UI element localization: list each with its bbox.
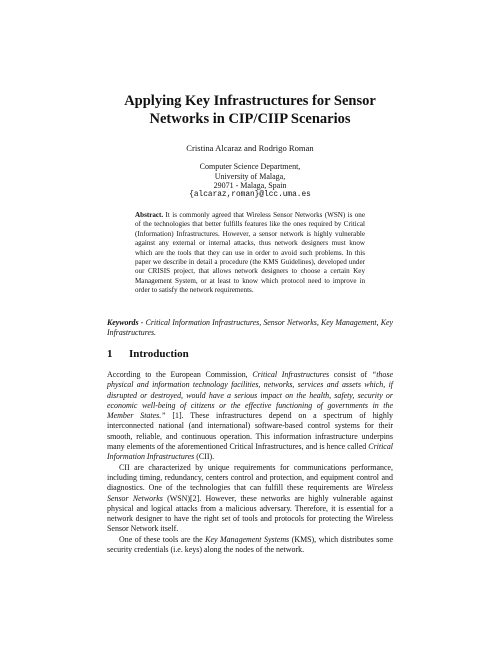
affiliation-university: University of Malaga, bbox=[214, 171, 286, 181]
p1-quote: “those physical and information technology facilities, networks, services and assets which, if disrupted or destroyed, would have a serious impact on the health, safety, security or economic well-being of citizens or the effective functioning of governments in the Member States.” bbox=[107, 370, 393, 421]
paragraph-1 bbox=[107, 370, 393, 463]
keywords-heading: Keywords - bbox=[107, 318, 144, 327]
section-number: 1 bbox=[107, 348, 113, 360]
p1-term-cii: Critical Information Infrastructures bbox=[107, 442, 393, 462]
paper-title bbox=[100, 92, 400, 128]
keywords-text: Critical Information Infrastructures, Sensor Networks, Key Management, Key Infrastructures. bbox=[107, 318, 394, 338]
p1-term-critical-infrastructures: Critical Infrastructures bbox=[252, 370, 330, 379]
title-line-2: Networks in CIP/CIIP Scenarios bbox=[149, 111, 351, 127]
paragraph-2 bbox=[107, 463, 393, 535]
p1-text-1: According to the European Commission, bbox=[107, 370, 253, 379]
p3-text-2: (KMS), which distributes some security credentials (i.e. keys) along the nodes of the network. bbox=[107, 534, 393, 555]
p2-text-1: CII are characterized by unique requirements for communications performance, including timing, redundancy, centers control and protection, and equipment control and diagnostics. One of the technologies that can fulfill these requirements are bbox=[107, 462, 393, 493]
p1-text-2: consist of bbox=[329, 370, 372, 379]
p2-text-2: (WSN)[2]. However, these networks are highly vulnerable against physical and logical attacks from a malicious adversary. Therefore, it is essential for a network designer to have the right set of tools and protocols for protecting the Wireless Sensor Network itself. bbox=[107, 493, 393, 534]
affiliation bbox=[130, 162, 370, 200]
authors: Cristina Alcaraz and Rodrigo Roman bbox=[186, 143, 314, 153]
abstract-text: It is commonly agreed that Wireless Sensor Networks (WSN) is one of the technologies that better fulfills features like the ones required by Critical (Information) Infrastructures. However, a sensor network is highly vulnerable against any external or internal attacks, thus network designers must know which are the tools that they can use in order to avoid such problems. In this paper we describe in detail a procedure (the KMS Guidelines), developed under our CRISIS project, that allows network designers to choose a certain Key Management System, or at least to know which protocol need to improve in order to satisfy the network requirements. bbox=[135, 211, 365, 295]
section-heading bbox=[107, 348, 393, 360]
p1-text-3: [1]. These infrastructures depend on a spectrum of highly interconnected national (and international) software-based control systems for their smooth, reliable, and continuous operation. This information infrastructure underpins many elements of the aforementioned Critical Infrastructures, and is hence called bbox=[107, 411, 394, 452]
section-body bbox=[107, 370, 393, 555]
abstract bbox=[135, 211, 365, 296]
p3-term-kms: Key Management Systems bbox=[205, 534, 290, 544]
affiliation-department: Computer Science Department, bbox=[199, 162, 301, 171]
affiliation-address: 29071 - Malaga, Spain bbox=[213, 181, 287, 191]
p3-text-1: One of these tools are the bbox=[119, 534, 206, 544]
abstract-heading: Abstract. bbox=[135, 211, 164, 219]
affiliation-email: {alcaraz,roman}@lcc.uma.es bbox=[189, 190, 311, 199]
section-title: Introduction bbox=[129, 348, 189, 360]
paragraph-3 bbox=[107, 535, 393, 556]
keywords bbox=[107, 318, 393, 338]
p1-text-4: (CII). bbox=[194, 452, 215, 462]
title-line-1: Applying Key Infrastructures for Sensor bbox=[124, 93, 376, 109]
p2-term-wsn: Wireless Sensor Networks bbox=[107, 483, 393, 503]
